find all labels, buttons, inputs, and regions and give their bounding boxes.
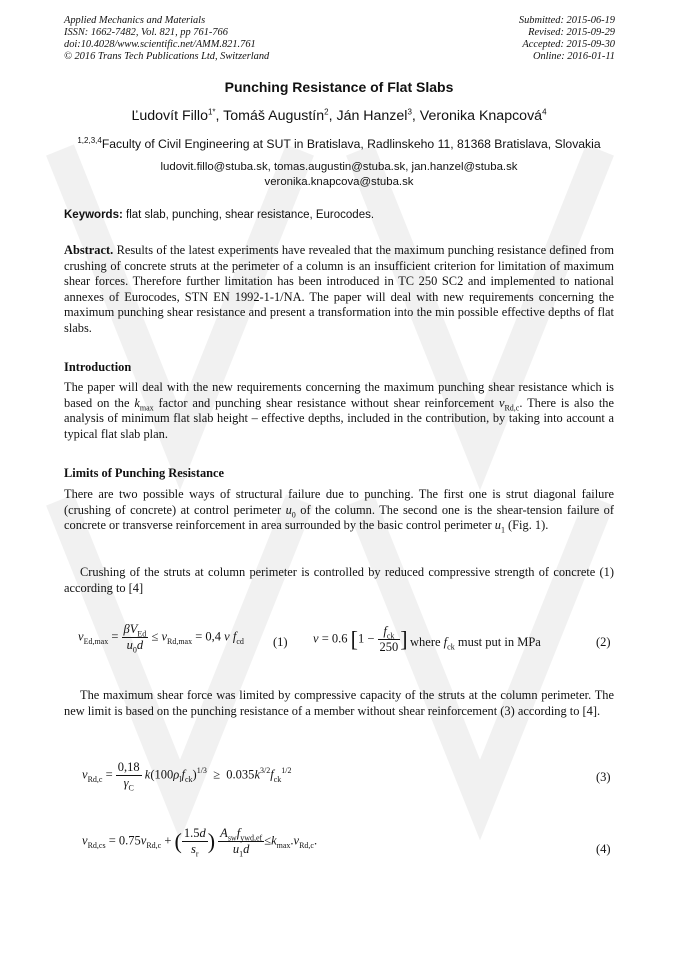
- author-list: Ľudovít Fillo$^{1*}$, Tomáš Augustín$^2$, Ján Hanzel$^3$, Veronika Knapcová$^4$: [131, 107, 547, 124]
- author-sup: 1*: [207, 107, 216, 117]
- paper-title: Punching Resistance of Flat Slabs: [224, 79, 454, 95]
- keywords: [64, 209, 374, 221]
- author-name: Veronika Knapcová: [419, 108, 543, 124]
- equation-number: (1): [273, 635, 288, 649]
- equation-number: (3): [596, 770, 611, 784]
- journal-info: [64, 15, 269, 63]
- author-name: Tomáš Augustín: [223, 108, 325, 124]
- equation-1: $v_{Ed,max}$ = $\frac{\beta V_{Ed}}{u_0d}$ ≤ $v_{Rd,max} = 0,4$ v $f_{cd}$: [78, 622, 244, 655]
- equation-number: (2): [596, 635, 611, 649]
- max-shear-paragraph: The maximum shear force was limited by compressive capacity of the struts at the column perimeter. The new limit is based on the punching resistance of a member without shear reinforcement (3) according to [4].: [64, 688, 614, 718]
- author-name: Ján Hanzel: [336, 108, 408, 124]
- copyright: © 2016 Trans Tech Publications Ltd, Switzerland: [64, 51, 270, 62]
- accepted-date: Accepted: 2015-09-30: [522, 39, 615, 50]
- affiliation: [0, 137, 678, 151]
- affiliation-text: Faculty of Civil Engineering at SUT in Bratislava, Radlinskeho 11, 81368 Bratislava, Slovakia: [101, 137, 601, 151]
- issn: ISSN: 1662-7482, Vol. 821, pp 761-766: [64, 27, 228, 38]
- abstract-text: Results of the latest experiments have revealed that the maximum punching resistance defined from crushing of concrete struts at the perimeter of a column is an insufficient criterion for limitation of maximum shear forces. Therefore further limitation has been introduced in TC 250 SC2 and implemented to national annexes of Eurocodes, STN EN 1992-1-1/NA. The paper will deal with new requirements concerning the maximum punching shear resistance and present a transformation into the min possible effective depths of flat slabs.: [64, 243, 614, 335]
- abstract: [64, 243, 614, 337]
- affiliation-sup: 1,2,3,4: [77, 135, 102, 145]
- author-sup: 2: [324, 107, 329, 117]
- abstract-label: Abstract.: [64, 243, 114, 257]
- email-line: ludovit.fillo@stuba.sk, tomas.augustin@stuba.sk, jan.hanzel@stuba.sk: [160, 161, 518, 173]
- equation-number: (4): [596, 842, 611, 856]
- section-heading: Limits of Punching Resistance: [64, 466, 225, 480]
- dates-info: [519, 15, 615, 63]
- introduction-text: The paper will deal with the new requirements concerning the maximum punching shear resistance which is based on the $k_{max}$ factor and punching shear resistance without shear reinforcement $v_{Rd,c}$. There is also the analysis of minimum flat slab height – effective depths, included in the contribution, by taking into account a typical flat slab plan.: [64, 380, 614, 441]
- keywords-label: Keywords:: [64, 209, 123, 221]
- equation-4: $v_{Rd,cs} = 0.75v_{Rd,c}$ + ( $\frac{1.5d}{s_r}$ ) $\frac{A_{sw}f_{ywd,ef}}{u_1d}$ $\le k_{max}.v_{Rd,c}$.: [82, 826, 318, 859]
- author-sup: 3: [407, 107, 412, 117]
- emails: [0, 160, 678, 190]
- journal-name: Applied Mechanics and Materials: [64, 15, 206, 26]
- crushing-paragraph: Crushing of the struts at column perimeter is controlled by reduced compressive strength of concrete (1) according to [4]: [64, 565, 614, 595]
- author-sup: 4: [542, 107, 547, 117]
- keywords-text: flat slab, punching, shear resistance, Eurocodes.: [126, 209, 375, 221]
- section-heading: Introduction: [64, 360, 132, 374]
- email-line: veronika.knapcova@stuba.sk: [264, 176, 414, 188]
- equation-2: v = 0.6 [1 − $\frac{f_{ck}}{250}$ ]: [313, 624, 408, 654]
- limits-paragraph: There are two possible ways of structural failure due to punching. The first one is strut diagonal failure (crushing of concrete) at control perimeter $u_0$ of the column. The second one is the shear-tension failure of concrete or transverse reinforcement in area surrounded by the basic control perimeter $u_1$ (Fig. 1).: [64, 487, 614, 535]
- revised-date: Revised: 2015-09-29: [528, 27, 615, 38]
- submitted-date: Submitted: 2015-06-19: [518, 15, 615, 26]
- online-date: Online: 2016-01-11: [532, 51, 615, 62]
- equation-3: $v_{Rd,c}$ = $\frac{0,18}{\gamma_C}$ $k(100\rho_lf_{ck})^{1/3} \ge 0.035k^{3/2}f_{ck}^{1/2}$: [82, 760, 292, 793]
- doi: doi:10.4028/www.scientific.net/AMM.821.761: [64, 39, 256, 50]
- author-name: Ľudovít Fillo: [131, 108, 208, 124]
- equation-2-note: where $f_{ck}$ must put in MPa: [410, 635, 541, 652]
